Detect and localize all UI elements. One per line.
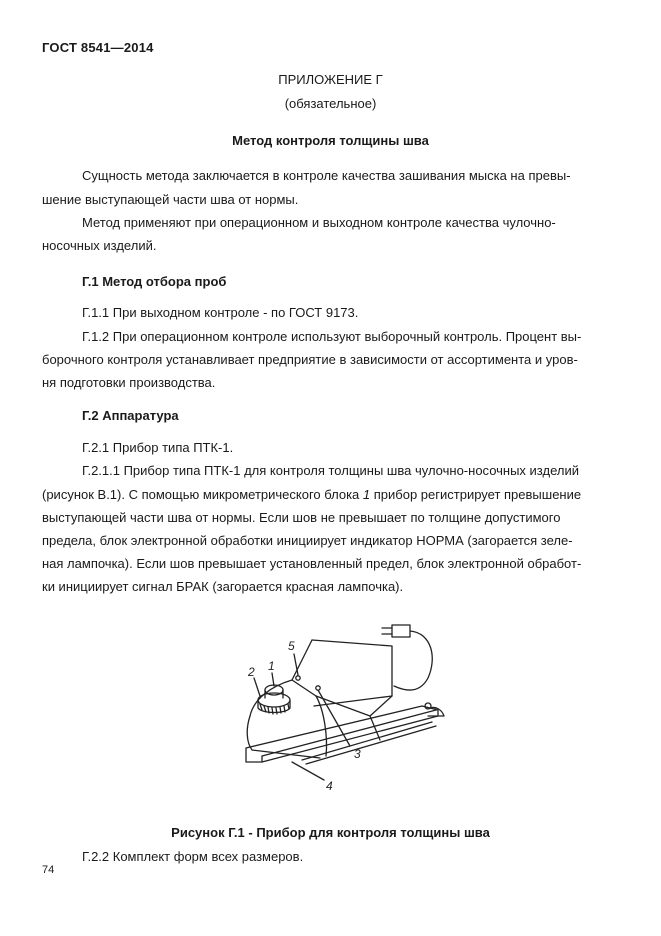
g22-text: Г.2.2 Комплект форм всех размеров. bbox=[82, 849, 304, 864]
g211-line-6: ки инициирует сигнал БРАК (загорается красная лампочка). bbox=[42, 579, 404, 594]
intro-paragraph-1-line-2: шение выступающей части шва от нормы. bbox=[42, 192, 299, 207]
document-header: ГОСТ 8541—2014 bbox=[42, 40, 154, 55]
g11-text: Г.1.1 При выходном контроле - по ГОСТ 9173. bbox=[82, 305, 359, 320]
g211-line-5: ная лампочка). Если шов превышает установленный предел, блок электронной обработ- bbox=[42, 556, 582, 571]
device-figure bbox=[232, 618, 452, 803]
section-g1-title: Г.1 Метод отбора проб bbox=[82, 274, 227, 289]
intro-paragraph-1-line-1: Сущность метода заключается в контроле качества зашивания мыска на превы- bbox=[82, 168, 571, 183]
plug-icon bbox=[392, 625, 410, 637]
g12-line-2: борочного контроля устанавливает предприятие в зависимости от ассортимента и уров- bbox=[42, 352, 578, 367]
g211-line-2-part-c: прибор регистрирует превышение bbox=[370, 487, 582, 502]
g12-line-1: Г.1.2 При операционном контроле используют выборочный контроль. Процент вы- bbox=[82, 329, 582, 344]
label-5: 5 bbox=[288, 639, 295, 653]
label-4: 4 bbox=[326, 779, 333, 793]
label-1: 1 bbox=[268, 659, 275, 673]
appendix-status: (обязательное) bbox=[284, 96, 377, 111]
appendix-heading: Метод контроля толщины шва bbox=[232, 133, 429, 148]
g211-line-4: предела, блок электронной обработки инициирует индикатор НОРМА (загорается зеле- bbox=[42, 533, 573, 548]
appendix-title: ПРИЛОЖЕНИЕ Г bbox=[278, 72, 383, 87]
g211-line-3: выступающей части шва от нормы. Если шов не превышает по толщине допустимого bbox=[42, 510, 561, 525]
figure-caption: Рисунок Г.1 - Прибор для контроля толщины шва bbox=[171, 825, 490, 840]
intro-paragraph-2-line-2: носочных изделий. bbox=[42, 238, 157, 253]
g211-line-2 bbox=[42, 487, 581, 502]
page-number: 74 bbox=[42, 864, 55, 876]
g211-line-1: Г.2.1.1 Прибор типа ПТК-1 для контроля толщины шва чулочно-носочных изделий bbox=[82, 463, 579, 478]
intro-paragraph-2-line-1: Метод применяют при операционном и выходном контроле качества чулочно- bbox=[82, 215, 556, 230]
g211-line-2-part-a: (рисунок В.1). С помощью микрометрического блока bbox=[42, 487, 363, 502]
g21-text: Г.2.1 Прибор типа ПТК-1. bbox=[82, 440, 234, 455]
g12-line-3: ня подготовки производства. bbox=[42, 375, 216, 390]
section-g2-title: Г.2 Аппаратура bbox=[82, 408, 179, 423]
label-2: 2 bbox=[248, 665, 255, 679]
g211-line-2-italic-ref: 1 bbox=[362, 487, 371, 502]
label-3: 3 bbox=[354, 747, 361, 761]
